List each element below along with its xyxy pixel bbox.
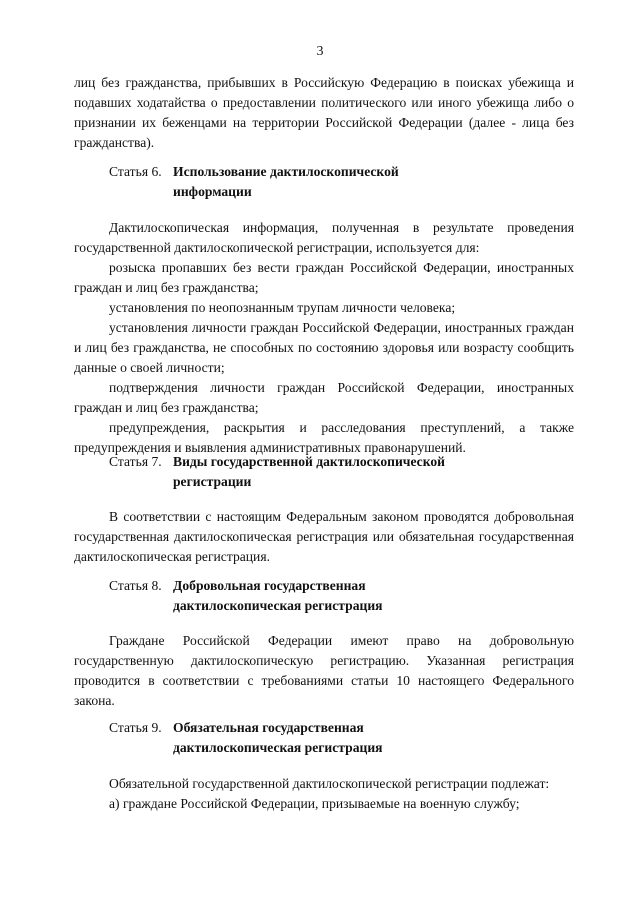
article-6-intro: Дактилоскопическая информация, полученная в результате проведения государственной дактилоскопической регистрации, используется для:: [74, 220, 574, 255]
article-8-text: Граждане Российской Федерации имеют право на добровольную государственную дактилоскопическую регистрацию. Указанная регистрация проводится в соответствии с требованиями статьи 10 настоящего Федерального закона.: [74, 633, 574, 708]
article-8-heading: [109, 576, 579, 616]
article-9-title-line1: Обязательная государственная: [173, 720, 364, 735]
page-number: 3: [316, 44, 324, 59]
article-7-body: [74, 507, 574, 567]
article-9-item: а) граждане Российской Федерации, призываемые на военную службу;: [109, 796, 520, 811]
article-6-title-line1: Использование дактилоскопической: [173, 164, 399, 179]
article-7-heading: [109, 452, 579, 492]
article-6-item: установления личности граждан Российской Федерации, иностранных граждан и лиц без гражданства, не способных по состоянию здоровья или возрасту сообщить данные о своей личности;: [74, 320, 574, 375]
article-6-item: установления по неопознанным трупам личности человека;: [109, 300, 456, 315]
intro-paragraph: [74, 73, 574, 153]
article-6-item: предупреждения, раскрытия и расследования преступлений, а также предупреждения и выявления административных правонарушений.: [74, 420, 574, 455]
article-6-body: [74, 218, 574, 458]
article-6-item: подтверждения личности граждан Российской Федерации, иностранных граждан и лиц без гражданства;: [74, 380, 574, 415]
article-7-title-line1: Виды государственной дактилоскопической: [173, 454, 445, 469]
article-9-title-line2: дактилоскопическая регистрация: [173, 740, 383, 755]
article-9-intro: Обязательной государственной дактилоскопической регистрации подлежат:: [109, 776, 550, 791]
intro-text: лиц без гражданства, прибывших в Российскую Федерацию в поисках убежища и подавших ходатайства о предоставлении политического или иного убежища либо о признании их беженцами на территории Российской Федерации (далее - лица без гражданства).: [74, 75, 574, 150]
article-8-label: Статья 8.: [109, 578, 162, 593]
article-9-heading: [109, 718, 579, 758]
article-8-body: [74, 631, 574, 711]
article-6-label: Статья 6.: [109, 164, 162, 179]
article-7-text: В соответствии с настоящим Федеральным законом проводятся добровольная государственная дактилоскопическая регистрация или обязательная государственная дактилоскопическая регистрация.: [74, 509, 574, 564]
article-8-title-line2: дактилоскопическая регистрация: [173, 598, 383, 613]
article-7-label: Статья 7.: [109, 454, 162, 469]
article-7-title-line2: регистрации: [173, 474, 252, 489]
article-8-title-line1: Добровольная государственная: [173, 578, 366, 593]
article-6-heading: [109, 162, 579, 202]
article-6-item: розыска пропавших без вести граждан Российской Федерации, иностранных граждан и лиц без гражданства;: [74, 260, 574, 295]
article-9-label: Статья 9.: [109, 720, 162, 735]
article-9-body: [74, 774, 574, 814]
article-6-title-line2: информации: [173, 184, 252, 199]
